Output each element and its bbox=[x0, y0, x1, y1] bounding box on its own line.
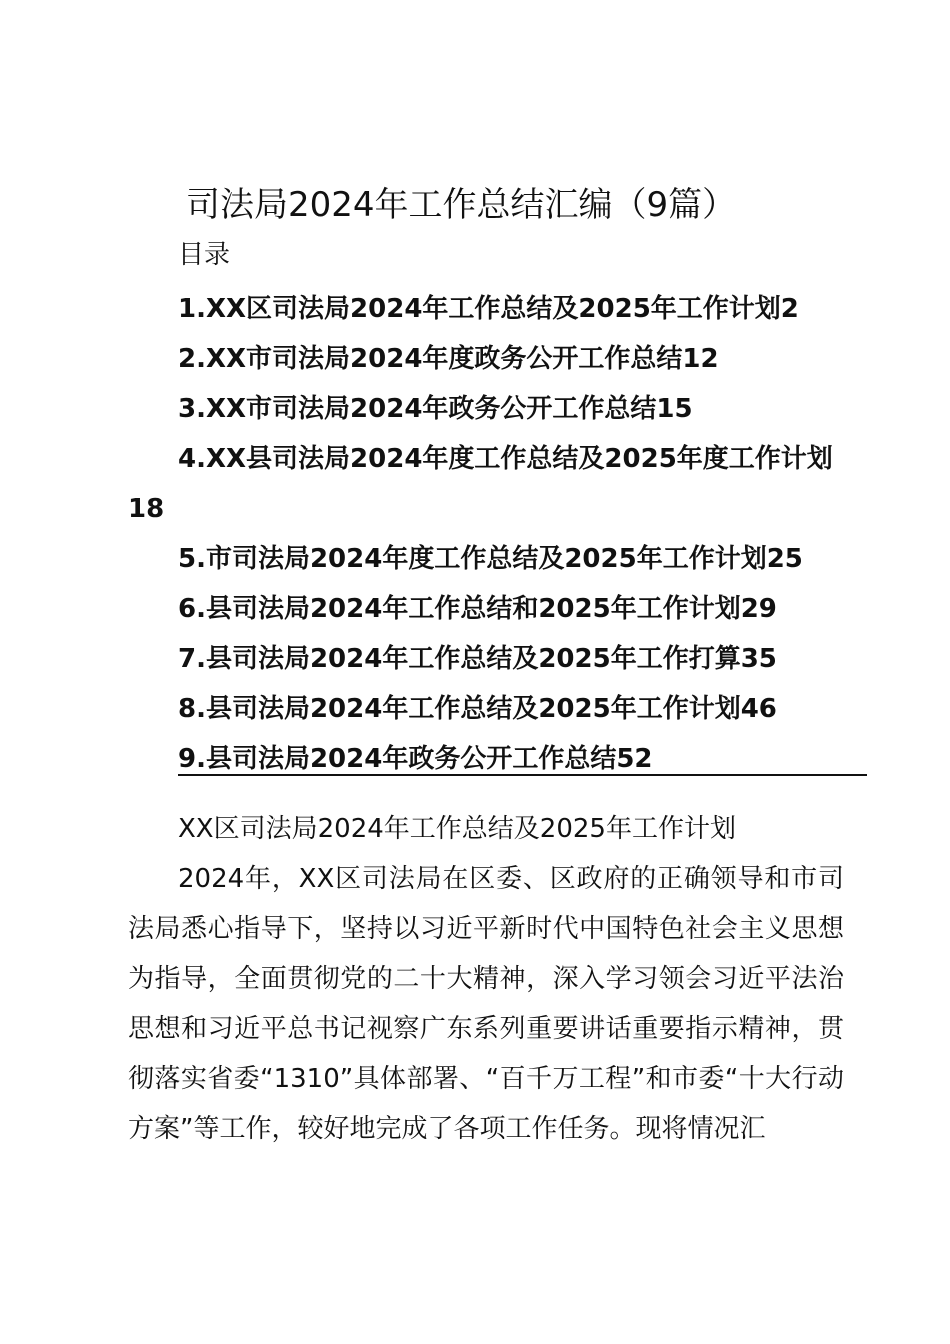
toc-item-9[interactable]: 9.县司法局2024年政务公开工作总结52 bbox=[178, 744, 653, 774]
document-title: 司法局2024年工作总结汇编（9篇） bbox=[186, 185, 737, 225]
toc-item-8[interactable]: 8.县司法局2024年工作总结及2025年工作计划46 bbox=[178, 694, 777, 724]
toc-item-5[interactable]: 5.市司法局2024年度工作总结及2025年工作计划25 bbox=[178, 544, 803, 574]
toc-item-3[interactable]: 3.XX市司法局2024年政务公开工作总结15 bbox=[178, 394, 693, 424]
toc-item-2[interactable]: 2.XX市司法局2024年度政务公开工作总结12 bbox=[178, 344, 719, 374]
toc-divider bbox=[178, 774, 867, 776]
toc-item-6[interactable]: 6.县司法局2024年工作总结和2025年工作计划29 bbox=[178, 594, 777, 624]
table-of-contents bbox=[128, 284, 844, 784]
toc-item-7[interactable]: 7.县司法局2024年工作总结及2025年工作打算35 bbox=[178, 644, 777, 674]
section-title: XX区司法局2024年工作总结及2025年工作计划 bbox=[178, 814, 736, 844]
toc-heading: 目录 bbox=[178, 240, 231, 270]
toc-item-1[interactable]: 1.XX区司法局2024年工作总结及2025年工作计划2 bbox=[178, 294, 799, 324]
body-paragraph: 2024年，XX区司法局在区委、区政府的正确领导和市司法局悉心指导下，坚持以习近平新时代中国特色社会主义思想为指导，全面贯彻党的二十大精神，深入学习领会习近平法治思想和习近平总书记视察广东系列重要讲话重要指示精神，贯彻落实省委“1310”具体部署、“百千万工程”和市委“十大行动方案”等工作，较好地完成了各项工作任务。现将情况汇 bbox=[128, 864, 844, 1144]
toc-item-4[interactable]: 4.XX县司法局2024年度工作总结及2025年度工作计划18 bbox=[128, 444, 833, 524]
